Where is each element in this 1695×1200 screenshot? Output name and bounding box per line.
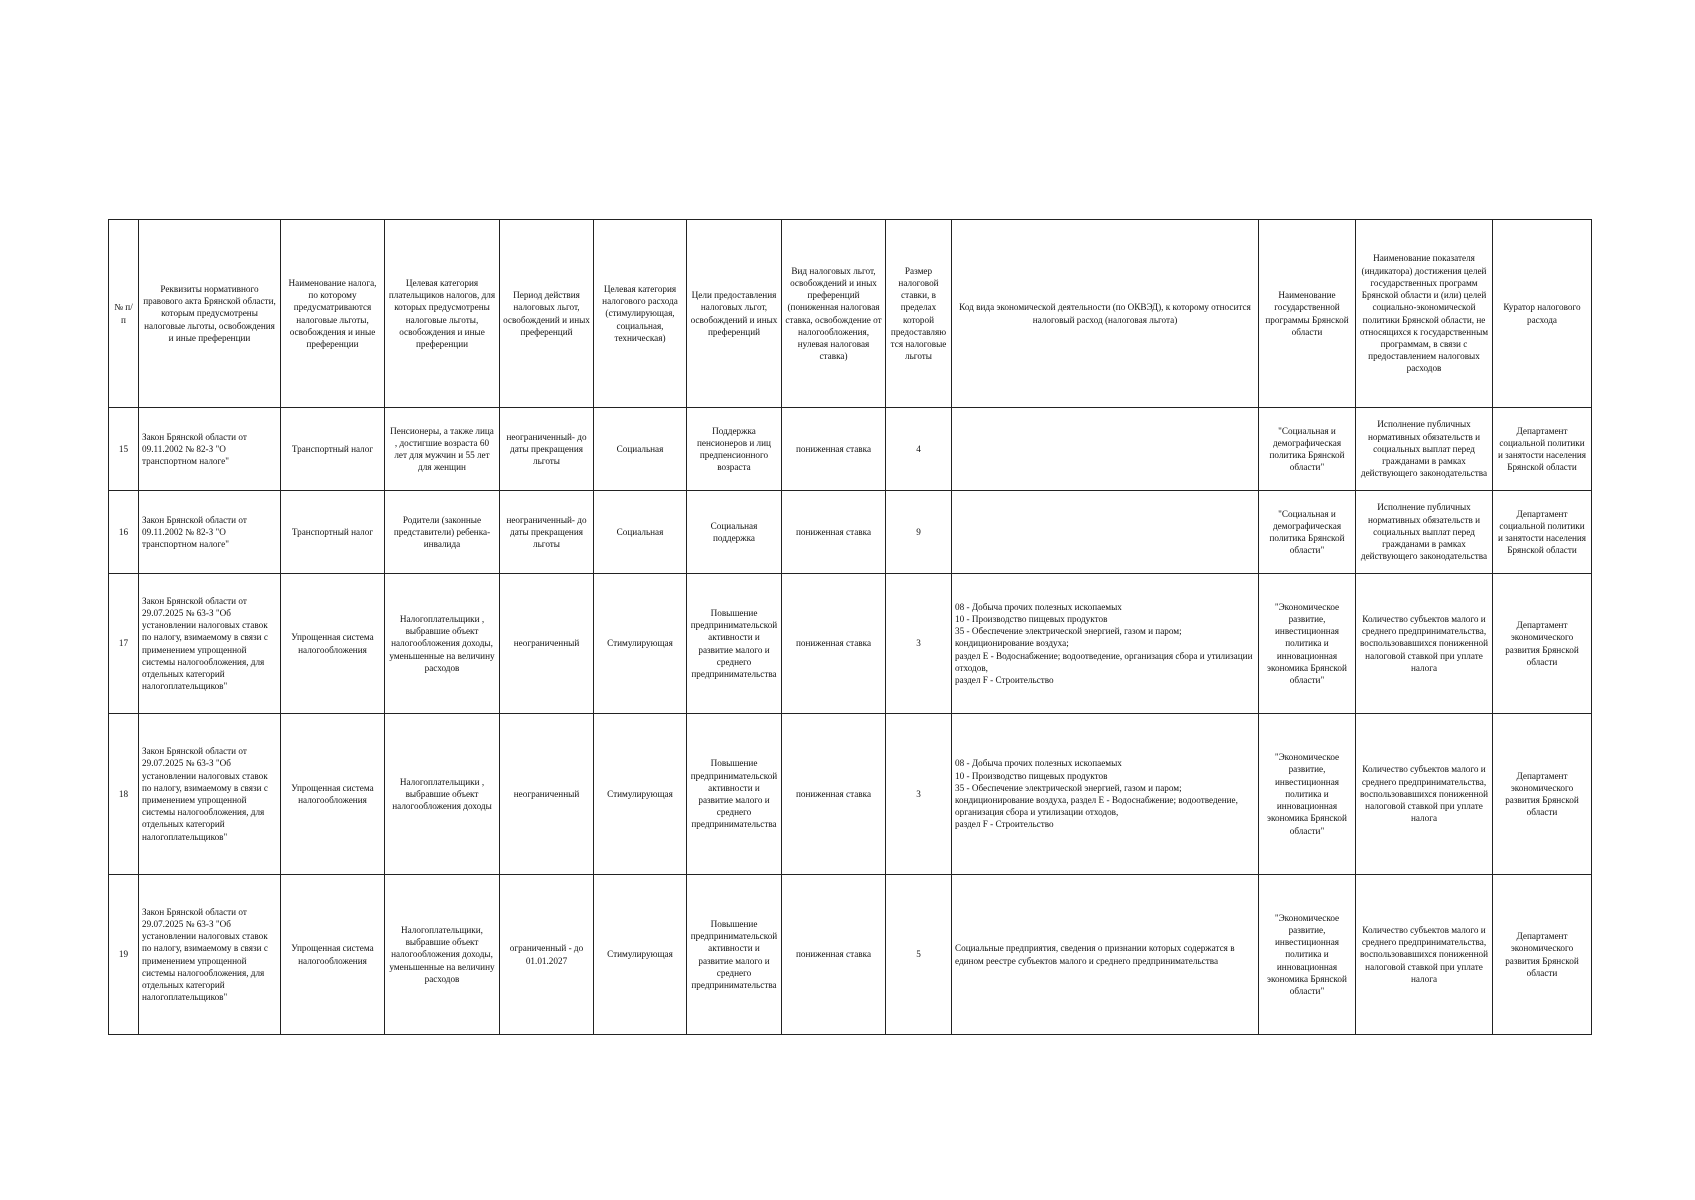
indicator-cell: Количество субъектов малого и среднего предпринимательства, воспользовавшихся пониженной налоговой ставкой при уплате налога xyxy=(1356,574,1493,714)
header-cell: Целевая категория налогового расхода (стимулирующая, социальная, техническая) xyxy=(594,220,687,408)
okved-line: раздел F - Строительство xyxy=(955,819,1054,830)
row-number: 16 xyxy=(109,491,139,574)
curator-cell: Департамент социальной политики и занятости населения Брянской области xyxy=(1493,491,1592,574)
tax-name-cell: Транспортный налог xyxy=(281,408,385,491)
tax-name-cell: Упрощенная система налогообложения xyxy=(281,574,385,714)
tax-name-cell: Упрощенная система налогообложения xyxy=(281,875,385,1035)
header-cell: Код вида экономической деятельности (по ОКВЭД), к которому относится налоговый расход (налоговая льгота) xyxy=(952,220,1259,408)
state-program-cell: "Экономическое развитие, инвестиционная политика и инновационная экономика Брянской области" xyxy=(1259,574,1356,714)
okved-line: раздел E - Водоснабжение; водоотведение, организация сбора и утилизации отходов, xyxy=(955,650,1253,673)
legal-act-cell: Закон Брянской области от 09.11.2002 № 82-З "О транспортном налоге" xyxy=(139,408,281,491)
target-payers-cell: Родители (законные представители) ребенка-инвалида xyxy=(385,491,500,574)
header-cell: Наименование налога, по которому предусматриваются налоговые льготы, освобождения и иные преференции xyxy=(281,220,385,408)
state-program-cell: "Экономическое развитие, инвестиционная политика и инновационная экономика Брянской области" xyxy=(1259,875,1356,1035)
legal-act-cell: Закон Брянской области от 29.07.2025 № 63-З "Об установлении налоговых ставок по налогу, взимаемому в связи с применением упрощенной системы налогообложения, для отдельных категорий налогоплательщиков" xyxy=(139,875,281,1035)
indicator-cell: Исполнение публичных нормативных обязательств и социальных выплат перед гражданами в рамках действующего законодательства xyxy=(1356,491,1493,574)
state-program-cell: "Социальная и демографическая политика Брянской области" xyxy=(1259,491,1356,574)
header-cell: Вид налоговых льгот, освобождений и иных преференций (пониженная налоговая ставка, освобождение от налогообложения, нулевая налоговая ставка) xyxy=(782,220,886,408)
state-program-cell: "Социальная и демографическая политика Брянской области" xyxy=(1259,408,1356,491)
header-cell: № п/п xyxy=(109,220,139,408)
okved-cell xyxy=(952,491,1259,574)
header-cell: Целевая категория плательщиков налогов, для которых предусмотрены налоговые льготы, освобождения и иные преференции xyxy=(385,220,500,408)
okved-line: 35 - Обеспечение электрической энергией, газом и паром; кондиционирование воздуха, раздел E - Водоснабжение; водоотведение, организация сбора и утилизации отходов, xyxy=(955,782,1238,818)
okved-cell xyxy=(952,714,1259,875)
okved-line: 08 - Добыча прочих полезных ископаемых xyxy=(955,601,1122,612)
target-payers-cell: Налогоплательщики , выбравшие объект налогообложения доходы xyxy=(385,714,500,875)
table-row xyxy=(109,875,1592,1035)
table-row xyxy=(109,574,1592,714)
legal-act-cell: Закон Брянской области от 29.07.2025 № 63-З "Об установлении налоговых ставок по налогу, взимаемому в связи с применением упрощенной системы налогообложения, для отдельных категорий налогоплательщиков" xyxy=(139,574,281,714)
relief-kind-cell: пониженная ставка xyxy=(782,875,886,1035)
header-cell: Размер налоговой ставки, в пределах которой предоставляются налоговые льготы xyxy=(886,220,952,408)
header-cell: Реквизиты нормативного правового акта Брянской области, которым предусмотрены налоговые льготы, освобождения и иные преференции xyxy=(139,220,281,408)
okved-cell xyxy=(952,574,1259,714)
tax-rate-cell: 5 xyxy=(886,875,952,1035)
tax-rate-cell: 4 xyxy=(886,408,952,491)
okved-cell xyxy=(952,408,1259,491)
okved-line: 08 - Добыча прочих полезных ископаемых xyxy=(955,758,1122,769)
legal-act-cell: Закон Брянской области от 09.11.2002 № 82-З "О транспортном налоге" xyxy=(139,491,281,574)
table-header-row xyxy=(109,220,1592,408)
expenditure-category-cell: Социальная xyxy=(594,491,687,574)
row-number: 18 xyxy=(109,714,139,875)
row-number: 19 xyxy=(109,875,139,1035)
okved-line: 10 - Производство пищевых продуктов xyxy=(955,613,1108,624)
relief-kind-cell: пониженная ставка xyxy=(782,714,886,875)
validity-period-cell: неограниченный xyxy=(500,714,594,875)
expenditure-category-cell: Стимулирующая xyxy=(594,714,687,875)
table-row xyxy=(109,491,1592,574)
header-cell: Наименование государственной программы Брянской области xyxy=(1259,220,1356,408)
okved-line: 35 - Обеспечение электрической энергией, газом и паром; кондиционирование воздуха; xyxy=(955,626,1182,649)
indicator-cell: Количество субъектов малого и среднего предпринимательства, воспользовавшихся пониженной налоговой ставкой при уплате налога xyxy=(1356,875,1493,1035)
curator-cell: Департамент экономического развития Брянской области xyxy=(1493,714,1592,875)
goal-cell: Социальная поддержка xyxy=(687,491,782,574)
goal-cell: Поддержка пенсионеров и лиц предпенсионного возраста xyxy=(687,408,782,491)
okved-line: Социальные предприятия, сведения о признании которых содержатся в едином реестре субъектов малого и среднего предпринимательства xyxy=(955,943,1235,966)
header-cell: Наименование показателя (индикатора) достижения целей государственных программ Брянской области и (или) целей социально-экономической политики Брянской области, не относящихся к государственным программам, в связи с предоставлением налоговых расходов xyxy=(1356,220,1493,408)
expenditure-category-cell: Стимулирующая xyxy=(594,875,687,1035)
validity-period-cell: неограниченный- до даты прекращения льготы xyxy=(500,408,594,491)
header-cell: Период действия налоговых льгот, освобождений и иных преференций xyxy=(500,220,594,408)
row-number: 17 xyxy=(109,574,139,714)
tax-name-cell: Упрощенная система налогообложения xyxy=(281,714,385,875)
tax-name-cell: Транспортный налог xyxy=(281,491,385,574)
target-payers-cell: Пенсионеры, а также лица , достигшие возраста 60 лет для мужчин и 55 лет для женщин xyxy=(385,408,500,491)
relief-kind-cell: пониженная ставка xyxy=(782,408,886,491)
expenditure-category-cell: Стимулирующая xyxy=(594,574,687,714)
okved-line: раздел F - Строительство xyxy=(955,675,1054,686)
row-number: 15 xyxy=(109,408,139,491)
table-row xyxy=(109,408,1592,491)
header-cell: Цели предоставления налоговых льгот, освобождений и иных преференций xyxy=(687,220,782,408)
curator-cell: Департамент социальной политики и занятости населения Брянской области xyxy=(1493,408,1592,491)
legal-act-cell: Закон Брянской области от 29.07.2025 № 63-З "Об установлении налоговых ставок по налогу, взимаемому в связи с применением упрощенной системы налогообложения, для отдельных категорий налогоплательщиков" xyxy=(139,714,281,875)
indicator-cell: Количество субъектов малого и среднего предпринимательства, воспользовавшихся пониженной налоговой ставкой при уплате налога xyxy=(1356,714,1493,875)
goal-cell: Повышение предпринимательской активности и развитие малого и среднего предпринимательства xyxy=(687,574,782,714)
tax-rate-cell: 9 xyxy=(886,491,952,574)
tax-rate-cell: 3 xyxy=(886,714,952,875)
validity-period-cell: неограниченный- до даты прекращения льготы xyxy=(500,491,594,574)
okved-line: 10 - Производство пищевых продуктов xyxy=(955,770,1108,781)
header-cell: Куратор налогового расхода xyxy=(1493,220,1592,408)
table-row xyxy=(109,714,1592,875)
target-payers-cell: Налогоплательщики, выбравшие объект налогообложения доходы, уменьшенные на величину расходов xyxy=(385,875,500,1035)
indicator-cell: Исполнение публичных нормативных обязательств и социальных выплат перед гражданами в рамках действующего законодательства xyxy=(1356,408,1493,491)
target-payers-cell: Налогоплательщики , выбравшие объект налогообложения доходы, уменьшенные на величину расходов xyxy=(385,574,500,714)
state-program-cell: "Экономическое развитие, инвестиционная политика и инновационная экономика Брянской области" xyxy=(1259,714,1356,875)
goal-cell: Повышение предпринимательской активности и развитие малого и среднего предпринимательства xyxy=(687,875,782,1035)
tax-rate-cell: 3 xyxy=(886,574,952,714)
validity-period-cell: неограниченный xyxy=(500,574,594,714)
relief-kind-cell: пониженная ставка xyxy=(782,574,886,714)
relief-kind-cell: пониженная ставка xyxy=(782,491,886,574)
expenditure-category-cell: Социальная xyxy=(594,408,687,491)
validity-period-cell: ограниченный - до 01.01.2027 xyxy=(500,875,594,1035)
curator-cell: Департамент экономического развития Брянской области xyxy=(1493,875,1592,1035)
tax-expenditure-table xyxy=(108,219,1592,1035)
curator-cell: Департамент экономического развития Брянской области xyxy=(1493,574,1592,714)
okved-cell xyxy=(952,875,1259,1035)
goal-cell: Повышение предпринимательской активности и развитие малого и среднего предпринимательства xyxy=(687,714,782,875)
